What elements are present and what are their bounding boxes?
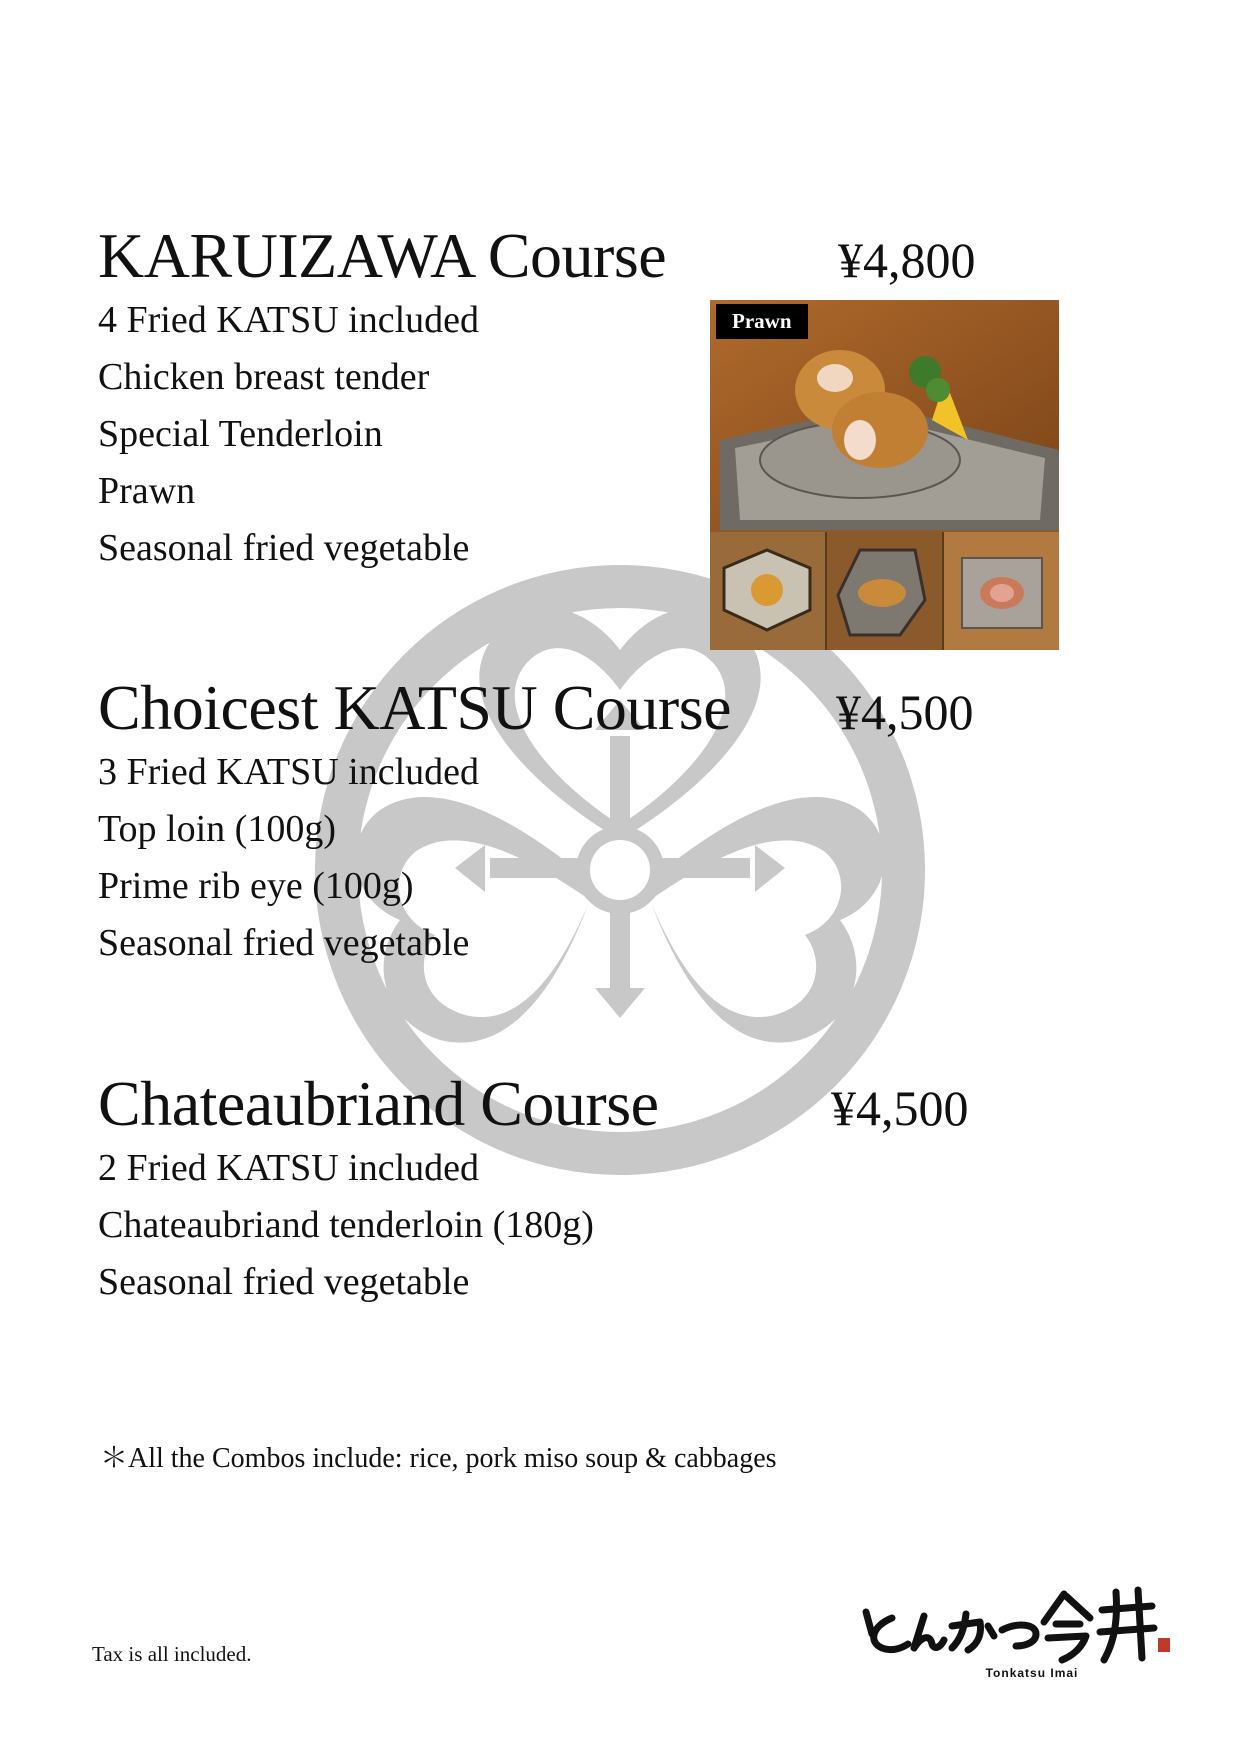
course-price: ¥4,500: [836, 684, 974, 740]
course-item: Top loin (100g): [98, 808, 336, 850]
course-karuizawa: [98, 220, 976, 577]
course-items: [98, 744, 731, 972]
course-item: Prawn: [98, 470, 196, 512]
course-title: Choicest KATSU Course: [98, 672, 732, 743]
course-item: Special Tenderloin: [98, 413, 383, 455]
course-title: KARUIZAWA Course: [98, 220, 667, 291]
course-chateaubriand: [98, 1068, 969, 1311]
food-photo-illustration: [710, 300, 1059, 650]
course-item: 3 Fried KATSU included: [98, 751, 480, 793]
restaurant-logo: [852, 1582, 1172, 1687]
course-item: Prime rib eye (100g): [98, 865, 414, 907]
combo-note: ＊All the Combos include: rice, pork miso soup & cabbages: [100, 1443, 777, 1474]
course-item: Seasonal fried vegetable: [98, 1261, 470, 1303]
course-price: ¥4,500: [831, 1080, 969, 1136]
course-item: 4 Fried KATSU included: [98, 299, 480, 341]
course-items: [98, 1140, 659, 1311]
course-price: ¥4,800: [838, 232, 976, 288]
course-item: Chicken breast tender: [98, 356, 430, 398]
course-items: [98, 292, 666, 577]
logo-calligraphy-icon: [852, 1582, 1172, 1666]
tax-note: Tax is all included.: [92, 1642, 252, 1666]
course-item: Chateaubriand tenderloin (180g): [98, 1204, 594, 1246]
logo-subtitle: Tonkatsu Imai: [985, 1666, 1079, 1680]
course-item: Seasonal fried vegetable: [98, 527, 470, 569]
prawn-katsu-photo: [710, 300, 1059, 650]
photo-label: Prawn: [716, 304, 808, 339]
course-item: Seasonal fried vegetable: [98, 922, 470, 964]
course-item: 2 Fried KATSU included: [98, 1147, 480, 1189]
course-title: Chateaubriand Course: [98, 1068, 659, 1139]
course-choicest-katsu: [98, 672, 974, 972]
